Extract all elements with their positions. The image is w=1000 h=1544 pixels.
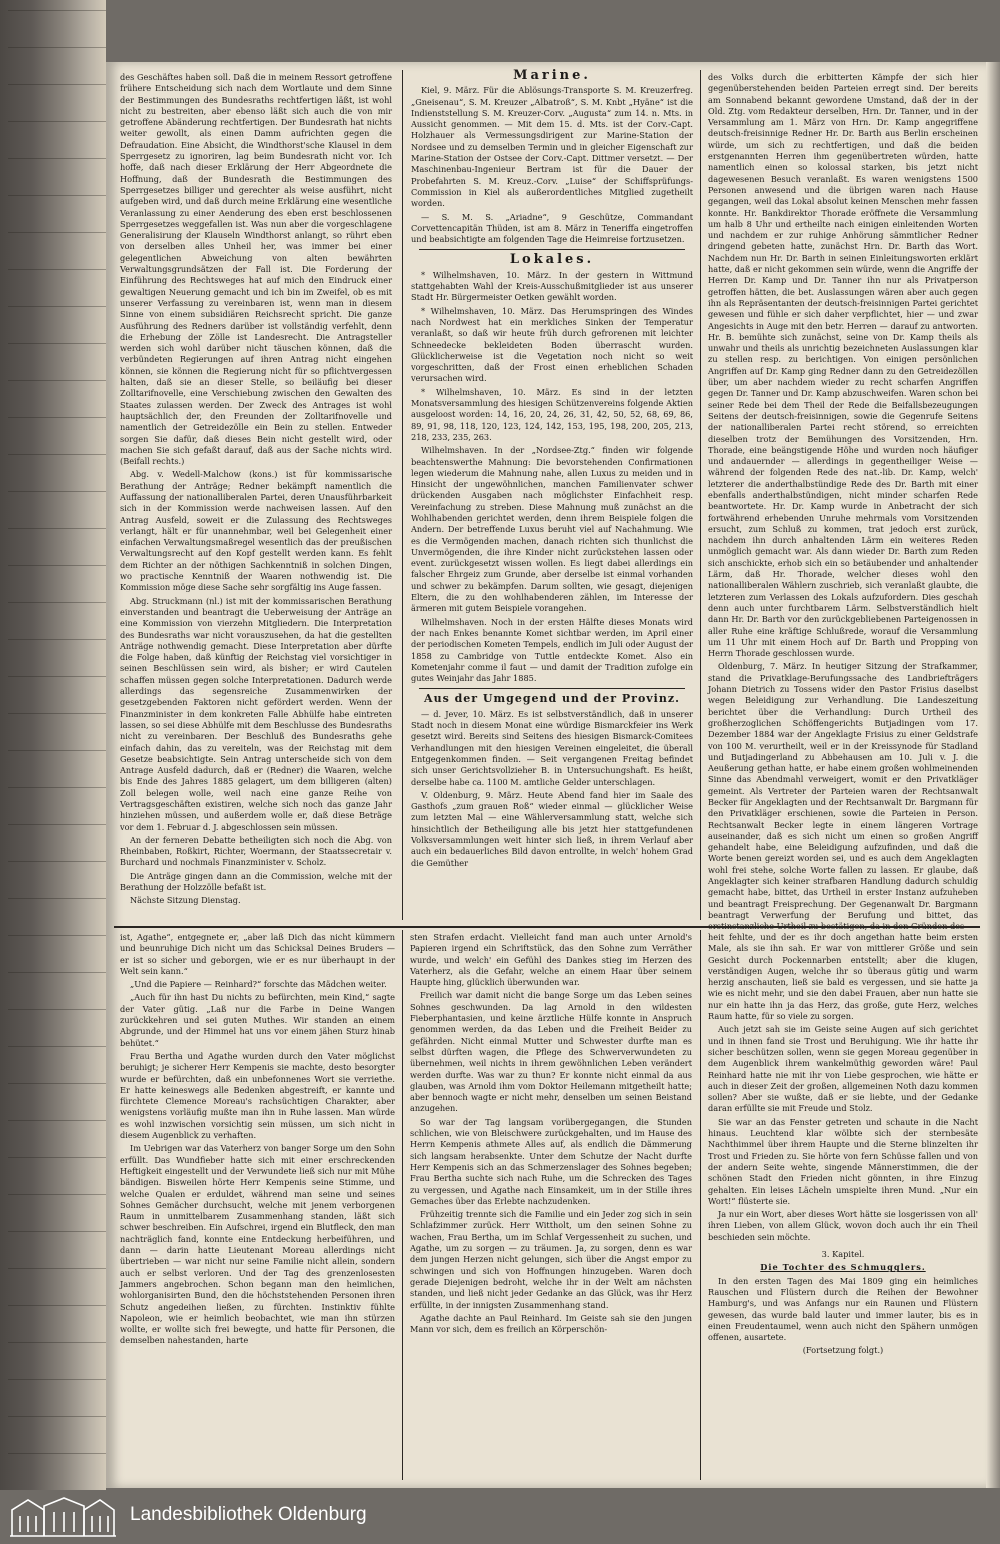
- lokales-article: Wilhelmshaven. Noch in der ersten Hälfte dieses Monats wird der nach Enkes benannte Komet sichtbar werden, im April einer der periodischen Kometen Tempels, endlich im Juli oder August der 1858 zu Cambridge von Tuttle entdeckte Komet. Also ein Kometenjahr comme il faut — und damit der Tradition zufolge ein gutes Weinjahr das Jahr 1885.: [411, 616, 693, 684]
- page-edge-line: [8, 713, 106, 714]
- umgegend-article: — d. Jever, 10. März. Es ist selbstverständlich, daß in unserer Stadt noch in diesem Monat eine würdige Bismarckfeier ins Werk gesetzt wird. Bereits sind Seitens des hiesigen Bismarck-Comitees Verhandlungen mit den hiesigen Vereinen eingeleitet, die überall Entgegenkommen finden. — Seit vergangenen Freitag befindet sich unser Gerichtsvollzieher B. in Untersuchungshaft. Es heißt, derselbe habe ca. 1100 M. amtliche Gelder unterschlagen.: [411, 708, 693, 787]
- library-name: Landesbibliothek Oldenburg: [130, 1504, 367, 1525]
- feuilleton-column-1: [120, 932, 395, 1477]
- newspaper-page: [106, 62, 986, 1488]
- feuilleton-paragraph: Agathe dachte an Paul Reinhard. Im Geiste sah sie den jungen Mann vor sich, dem es freilich an Körperschön-: [410, 1312, 692, 1335]
- feuilleton-paragraph: ist, Agathe“, entgegnete er, „aber laß Dich das nicht kümmern und beunruhige Dich nicht um das Schicksal Deines Bruders — er ist so sicher und geborgen, wie er es nur überhaupt in der Welt sein kann.“: [120, 932, 395, 976]
- marine-article: Kiel, 9. März. Für die Ablösungs-Transporte S. M. Kreuzerfreg. „Gneisenau“, S. M. Kreuzer „Albatroß“, S. M. Knbt „Hyäne“ ist die Indienststellung S. M. Kreuzer-Corv. „Augusta“ zum 14. n. Mts. in Aussicht genommen. — Mit dem 15. d. Mts. ist der Corv.-Capt. Holzhauer als Vermessungsdirigent zur Marine-Station der Nordsee und zu demselben Termin und in gleicher Eigenschaft zur Marine-Station der Ostsee der Corv.-Capt. Dittmer versetzt. — Der Maschinenbau-Ingenieur Bertram ist für die Dauer der Probefahrten S. M. Kreuz.-Corv. „Luise“ der Schiffsprüfungs-Commission in Kiel als außerordentliches Mitglied zugetheilt worden.: [411, 85, 693, 209]
- section-heading-lokales: Lokales.: [509, 252, 595, 268]
- library-building-icon: [8, 1496, 118, 1538]
- col1-paragraph: Nächste Sitzung Dienstag.: [130, 895, 241, 906]
- page-edge-line: [8, 1194, 106, 1195]
- page-edge-line: [8, 639, 106, 640]
- feuilleton-paragraph: In den ersten Tagen des Mai 1809 ging ein heimliches Rauschen und Flüstern durch die Reihen der Bewohner Hamburg's, und was Anfangs nur ein Raunen und Flüstern gewesen, das wurde bald lauter und immer lauter, bis es in einen Freudentaumel, wenn auch nicht den Spähern unmögen offenen, ausartete.: [708, 1275, 978, 1343]
- feuilleton-paragraph: sten Strafen erdacht. Vielleicht fand man auch unter Arnold's Papieren irgend ein Schriftstück, das den Sohne zum Verräther wurde, und welch' ein Gefühl des Dankes stieg im Herzen des Vaterherz, als die Gefahr, welche an einem Haar über seinem Haupte hing, glücklich überwunden war.: [410, 932, 692, 988]
- feuilleton-paragraph: Frühzeitig trennte sich die Familie und ein Jeder zog sich in sein Schlafzimmer zurück. Herr Wittholt, um den seinen Sohne zu wachen, Frau Bertha, um im Schlaf Vergessenheit zu suchen, und Agathe, um zu sorgen — zu träumen. Ja, zu sorgen, denn es war dem jungen Herzen nicht gelungen, sich über die Angst empor zu schwingen und sich von Hoffnungen hinzugeben. Waren doch gerade Diejenigen bedroht, welche ihr in der Welt am nächsten standen, und ließ nicht jeder Gedanke an das Glück, was ihr Herz erfüllte, in der innigsten Zusammenhang stand.: [410, 1209, 692, 1310]
- page-edge-line: [8, 1083, 106, 1084]
- lokales-article: * Wilhelmshaven, 10. März. In der gestern in Wittmund stattgehabten Wahl der Kreis-Ausschußmitglieder ist aus unserer Stadt Hr. Bürgermeister Oetken gewählt worden.: [411, 269, 693, 303]
- continued-note: (Fortsetzung folgt.): [802, 1345, 884, 1356]
- feuilleton-paragraph: „Auch für ihn hast Du nichts zu befürchten, mein Kind,“ sagte der Vater gütig. „Laß nur die Farbe in Deine Wangen zurückkehren und sei guten Muthes. Wir standen an einem Abgrunde, und der Himmel hat uns vor einem jähen Sturz hinab behütet.“: [120, 992, 395, 1048]
- feuilleton-paragraph: Auch jetzt sah sie im Geiste seine Augen auf sich gerichtet und in ihnen fand sie Trost und Beruhigung. Wie ihr hatte ihr sicher beschützen sollen, wenn sie gegen Moreau gegenüber in dem Augenblick ihrem wankelmüthig geworden wäre! Paul Reinhard hatte nie mit ihr von Liebe gesprochen, wie hätte er auch in dieser Zeit der großen, allgemeinen Noth dazu kommen sollen? Aber sie wußte, daß er sie liebte, und der Gedanke daran erfüllte sie mit Freude und Stolz.: [708, 1024, 978, 1114]
- page-edge-line: [8, 158, 106, 159]
- marine-article: — S. M. S. „Ariadne“, 9 Geschütze, Commandant Corvettencapitän Thüden, ist am 8. März in Teneriffa eingetroffen und beabsichtigte am folgenden Tage die Heimreise fortzusetzen.: [411, 211, 693, 245]
- column-divider: [700, 70, 701, 920]
- page-edge-line: [8, 84, 106, 85]
- column-2: [411, 68, 693, 920]
- feuilleton-paragraph: Ja nur ein Wort, aber dieses Wort hätte sie losgerissen von all' ihren Lieben, von allem Glück, wovon doch auch ihr ein Theil beschieden sein möchte.: [708, 1209, 978, 1242]
- column-1: [120, 72, 392, 917]
- book-page-edges: [0, 0, 106, 1490]
- page-edge-line: [8, 750, 106, 751]
- lokales-article: * Wilhelmshaven, 10. März. Es sind in der letzten Monatsversammlung des hiesigen Schützenvereins folgende Aktien ausgeloost worden: 14, 16, 20, 24, 26, 31, 42, 50, 52, 68, 69, 86, 89, 91, 98, 118, 120, 123, 124, 142, 153, 195, 198, 200, 205, 213, 218, 233, 235, 263.: [411, 386, 693, 442]
- section-rule: [419, 249, 685, 250]
- page-edge-line: [8, 343, 106, 344]
- page-edge-shadow: [986, 62, 1000, 1488]
- feuilleton-paragraph: Im Uebrigen war das Vaterherz von banger Sorge um den Sohn erfüllt. Das Wundfieber hatte sich mit einer erschreckenden Heftigkeit eingestellt und der Verwundete ließ sich nur mit Mühe bändigen. Bisweilen hörte Herr Kempenis seine Stimme, und welche Qualen er erduldet, während man seine und seines Sohnes Gemächer durchsucht, welche mit jenem verborgenen Raum in unmittelbarem Zusammenhang standen, läßt sich schwer beschreiben. Ein Aufschrei, irgend ein Blutfleck, den man nachträglich fand, konnte eine Entdeckung herbeiführen, und dann — darin hatte Lieutenant Moreau allerdings nicht übertrieben — war nicht nur seine Familie nicht allein, sondern auch er selbst verloren. Und der Tag des grenzenlosesten Jammers angebrochen. Schon begann man den heimlichen, wohlorganisirten Bund, den die höchststehenden Personen ihren Schutz angedeihen ließen, zu fürchten. Instinktiv fühlte Napoleon, wie er heimlich beobachtet, wie man ihn stürzen wollte, er wollte sich frei bewegte, und hatte für Personen, die demselben nahestanden, harte: [120, 1143, 395, 1346]
- page-edge-line: [8, 10, 106, 11]
- page-edge-line: [8, 787, 106, 788]
- column-3: [708, 72, 978, 920]
- column-divider: [402, 70, 403, 920]
- page-edge-line: [8, 898, 106, 899]
- col1-paragraph: An der ferneren Debatte betheiligten sich noch die Abg. von Rheinbaben, Roßkirt, Richter, Woermann, der Staatssecretair v. Burchard und nochmals Finanzminister v. Scholz.: [120, 834, 392, 868]
- page-edge-line: [8, 121, 106, 122]
- chapter-title: Die Tochter des Schmugglers.: [760, 1262, 926, 1273]
- page-edge-line: [8, 491, 106, 492]
- page-edge-line: [8, 1453, 106, 1454]
- feuilleton-paragraph: Sie war an das Fenster getreten und schaute in die Nacht hinaus. Leuchtend klar wölbte sich der sternbesäte Nachthimmel über ihrem Haupte und die Sterne blinzelten ihr Trost und Frieden zu. Sie hörte von fern Schüsse fallen und von der andern Seite wehte, singende Männerstimmen, die der schönen Stadt den Frieden nicht gönnten, in ihre Einzug gehalten. Ein leises Lächeln umspielte ihren Mund. „Nur ein Wort!“ flüsterte sie.: [708, 1116, 978, 1206]
- page-edge-line: [8, 676, 106, 677]
- column-divider: [700, 930, 701, 1480]
- page-edge-line: [8, 1046, 106, 1047]
- feuilleton-paragraph: „Und die Papiere — Reinhard?“ forschte das Mädchen weiter.: [130, 979, 387, 990]
- umgegend-article: V. Oldenburg, 9. März. Heute Abend fand hier im Saale des Gasthofs „zum grauen Roß“ wieder einmal — glücklicher Weise zum letzten Mal — eine Wählerversammlung statt, welche sich hinsichtlich der Betheiligung alle bis jetzt hier stattgefundenen Volksversammlungen weit hinter sich ließ, in ihrem Verlauf aber auch ein bedauerliches Bild davon entrollte, in welch' hohem Grad die Gemüther: [411, 789, 693, 868]
- page-edge-line: [8, 195, 106, 196]
- page-edge-line: [8, 417, 106, 418]
- page-edge-line: [8, 824, 106, 825]
- page-edge-line: [8, 1120, 106, 1121]
- page-edge-line: [8, 1268, 106, 1269]
- chapter-number: 3. Kapitel.: [821, 1249, 865, 1260]
- col3-paragraph: des Volks durch die erbitterten Kämpfe der sich hier gegenüberstehenden beiden Parteien erregt sind. Der bereits am Sonnabend bekannt gewordene Umstand, daß der in der Old. Ztg. vom Redakteur derselben, Hrn. Dr. Tanner, und in der Versammlung am 1. März von Hrn. Dr. Kamp angegriffene deutsch-freisinnige Redner Hr. Dr. Barth aus Berlin erscheinen würde, um sich zu rechtfertigen, und daß die beiden erstgenannten Herren ihm gegenübertreten würden, hatte namentlich einen so kolossal starken, bis jetzt nicht dagewesenen Besuch veranlaßt. Es waren wenigstens 1500 Personen anwesend und die übrigen waren nach Hause gegangen, weil das Lokal absolut keinen Menschen mehr fassen konnte. Hr. Bankdirektor Thorade eröffnete die Versammlung um halb 8 Uhr und ertheilte nach einigen einleitenden Worten und nachdem er zur ruhige Anhörung sämmtlicher Redner dringend gebeten hatte, zunächst Hrn. Dr. Barth das Wort. Nachdem nun Hr. Dr. Barth in seinen Einleitungsworten erklärt hatte, daß er nicht gekommen sein würde, wenn die Angriffe der Herren Dr. Kamp und Dr. Tanner ihn nur als Privatperson getroffen hätten, die bet. Auslassungen wären aber auch gegen ihn als Repräsentanten der deutsch-freisinnigen Partei gerichtet gewesen und fühle er sich daher verpflichtet, hier — und zwar Angesichts in Auge mit den betr. Herren — darauf zu antworten. Hr. B. bemühte sich zunächst, seine von Dr. Kamp theils als unwahr und theils als unrichtig bezeichneten Auslassungen klar zu stellen resp. zu berichtigen. Von einigen persönlichen Angriffen auf Dr. Kamp ging Redner dann zu den Getreidezöllen über, um aber nachdem wieder zu recht scharfen Angriffen gegen Dr. Tanner und Dr. Kamp abzuschweifen. Waren schon bei seiner Rede bei dem Theil der Rede die Beifallsbezeugungen Seitens der deutsch-freisinnigen, sowie die Gegenrufe Seitens der nationalliberalen Partei recht störend, so erreichten dieselben trotz der Bemühungen des Vorsitzenden, Hrn. Thorade, eine beängstigende Höhe und wurden noch häufiger und andauernder — allerdings in gegentheiliger Weise — während der folgenden Rede des nat.-lib. Dr. Kamp, welch' letzterer die anderthalbstündige Rede des Dr. Barth mit einer ebenfalls anderthalbstündigen, nicht minder scharfen Rede beantwortete. Hr. Dr. Kamp wurde in Anbetracht der sich fortwährend erhebenden Unruhe mehrmals vom Vorsitzenden ersucht, zum Schluß zu kommen, trat jedoch erst zurück, nachdem ihn durch anhaltenden Lärm ein weiteres Reden unmöglich gemacht war. Als dann wieder Dr. Barth zum Reden sich anschickte, erhob sich ein so betäubender und anhaltender Lärm, daß Hr. Thorade, welcher dieses wohl den nationalliberalen Wählern zuschrieb, sich veranlaßt glaubte, die letzteren zum Verlassen des Lokals aufzufordern. Dies geschah denn auch unter furchtbarem Lärm. Selbstverständlich hielt dann Hr. Dr. Barth vor den zurückgebliebenen Parteigenossen in aller Ruhe eine kräftige Schlußrede, worauf die Versammlung um 11 Uhr mit einem Hoch auf Dr. Barth und Propping von Herrn Thorade geschlossen wurde.: [708, 72, 978, 659]
- feuilleton-paragraph: heit fehlte, und der es ihr doch angethan hatte beim ersten Male, als sie ihn sah. Er war von mittlerer Größe und sein Gesicht durch Pockennarben entstellt; aber die klugen, verständigen Augen, welche ihr so überaus gütig und warm herzig anschauten, ließ sie bald es vergessen, und sie hatte ja wie es nicht mehr, und sie den dabei Frauen, aber nun hatte sie nur ein hatte ihn ja das Herz, das große, gute Herz, welches Raum hatte, für so viele zu sorgen.: [708, 932, 978, 1022]
- page-edge-line: [8, 1009, 106, 1010]
- footer-bar: [0, 1490, 1000, 1544]
- lokales-article: * Wilhelmshaven, 10. März. Das Herumspringen des Windes nach Nordwest hat ein merkliches Sinken der Temperatur veranlaßt, so daß wir heute früh durch gefrorenen mit leichter Schneedecke bekleideten Boden überrascht wurden. Glücklicherweise ist die Vegetation noch nicht so weit vorgeschritten, daß der Frost einen erheblichen Schaden verursachen wird.: [411, 305, 693, 384]
- page-edge-line: [8, 1231, 106, 1232]
- col1-paragraph: Abg. v. Wedell-Malchow (kons.) ist für kommissarische Berathung der Anträge; Redner bekämpft namentlich die Auffassung der nationalliberalen Partei, deren Unausführbarkeit sich in der Kommission werde nachweisen lassen. Auf den Antrag Ausfeld, soweit er die Zulassung des Rechtsweges verlangt, hält er für unannehmbar, weil bei Gelegenheit einer einfachen Verwaltungsmaßregel wesentlich das der preußischen Verwaltungsrecht auf den Kopf gestellt werden kann. Es fehlt dem Richter an der nöthigen Sachkenntniß in solchen Dingen, wo practische Kenntniß der Waaren nothwendig ist. Die Kommission möge diese Sache sehr sorgfältig ins Auge fassen.: [120, 469, 392, 593]
- page-edge-line: [8, 1416, 106, 1417]
- page-edge-line: [8, 565, 106, 566]
- page-edge-line: [8, 935, 106, 936]
- page-edge-line: [8, 47, 106, 48]
- page-edge-line: [8, 306, 106, 307]
- lokales-article: Wilhelmshaven. In der „Nordsee-Ztg.“ finden wir folgende beachtenswerthe Mahnung: Die bevorstehenden Confirmationen legen wiederum die Mahnung nahe, allen Luxus zu meiden und in Hinsicht der ungewöhnlichen, manchen Familienvater schwer drückenden Ausgaben nach möglichster Einfachheit resp. Vereinfachung zu streben. Diese Mahnung muß zunächst an die Wohlhabenden gerichtet werden, denn ihrem Beispiele folgen die Andern. Der betreffende Luxus beruht viel auf Nachahmung. Wie es die Vermögenden machen, danach richten sich thunlichst die Unvermögenden, die ihre Kinder nicht zurückstehen lassen oder event. zurückgesetzt wissen wollen. Es liegt dabei allerdings ein falscher Ehrgeiz zum Grunde, aber derselbe ist einmal vorhanden und schwer zu bekämpfen. Darum sollten, wie gesagt, diejenigen Eltern, die zu den wohlhabenderen zählen, im Interesse der ärmeren mit gutem Beispiele vorangehen.: [411, 445, 693, 614]
- col1-paragraph: Die Anträge gingen dann an die Commission, welche mit der Berathung der Holzzölle befaßt ist.: [120, 870, 392, 893]
- page-edge-line: [8, 972, 106, 973]
- page-edge-line: [8, 232, 106, 233]
- feuilleton-column-2: [410, 932, 692, 1477]
- feuilleton-paragraph: So war der Tag langsam vorübergegangen, die Stunden schlichen, wie von Bleischwere zurückgehalten, und im Hause des Herrn Kempenis athmete Alles auf, als endlich die Dämmerung sich langsam herabsenkte. Unter dem Schutze der Nacht durfte Herr Kempenis sich an das Schmerzenslager des Sohnes begeben; Frau Bertha suchte sich nach Ruhe, um die Schrecken des Tages zu vergessen, und Agathe nach Einsamkeit, um in der Stille ihres Gemaches über das Erlebte nachzudenken.: [410, 1116, 692, 1206]
- feuilleton-divider: [114, 926, 980, 928]
- page-edge-line: [8, 1305, 106, 1306]
- page-edge-line: [8, 1157, 106, 1158]
- page-edge-line: [8, 602, 106, 603]
- page-edge-line: [8, 454, 106, 455]
- col1-paragraph: Abg. Struckmann (nl.) ist mit der kommissarischen Berathung einverstanden und beantragt die Ueberweisung der Anträge an eine Kommission von vierzehn Mitgliedern. Die Interpretation des Bundesraths war nicht vorauszusehen, da hat die gestellten Anträge nothwendig gemacht. Diese Interpretation aber dürfte die Folge haben, daß künftig der Reichstag viel vorsichtiger in seinen Beschlüssen sein wird, als bisher; er wird Cautelen schaffen müssen gegen solche Interpretationen. Dadurch werde allerdings das segensreiche Zusammenwirken der gesetzgebenden Faktoren nicht gefördert werden. Wenn der Finanzminister in dem konkreten Falle Abhülfe habe eintreten lassen, so sei diese Abhülfe mit dem Beschlusse des Bundesraths nicht zu vereinbaren. Der Beschluß des Bundesraths gehe einfach dahin, das zu vereiteln, was der Reichstag mit dem Gesetze beabsichtigte. Sein Antrag unterscheide sich von dem Antrage Ausfeld dadurch, daß er (Redner) die Waaren, welche bis Ende des Jahres 1885 gelagert, um dem billigeren (alten) Zoll belegen wolle, weil nach eine ganze Reihe von Vertragsgeschäften existiren, welche sich noch das ganze Jahr hinziehen müssen, und außerdem wolle er, daß diese Beträge vor dem 1. Februar d. J. abgeschlossen sein müssen.: [120, 595, 392, 832]
- feuilleton-column-3: [708, 932, 978, 1477]
- page-edge-line: [8, 269, 106, 270]
- section-heading-marine: Marine.: [513, 68, 591, 83]
- col1-paragraph: des Geschäftes haben soll. Daß die in meinem Ressort getroffene frühere Entscheidung sich nach dem Wortlaute und dem Sinne der Bestimmungen des Bundesraths rechtfertigen läßt, ist wohl nicht zu bestreiten, aber ebenso läßt sich auch die von mir getroffene Abänderung rechtfertigen. Der Bundesrath hat nichts weiter gewollt, als einen Damm aufrichten gegen die Defraudation. Eine Absicht, die Windthorst'sche Klausel in dem Sperrgesetz zu ignoriren, lag beim Bundesrath nicht vor. Ich hoffe, daß nach dieser Erklärung der Herr Abgeordnete die Hoffnung, daß der Bundesrath die Bestimmungen des Sperrgesetzes billiger und gerechter als weise ausführt, nicht aufgeben wird, und daß durch meine Erklärung eine wesentliche Veranlassung zu einer Aenderung des eben erst beschlossenen Sperrgesetzes weggefallen ist. Was nun aber die vorgeschlagene Generalisirung der Klauseln Windthorst anlangt, so rührt eben von derselben alles Unheil her, was immer bei einer gelegentlichen Abweichung von alten bewährten Verwaltungsgrundsätzen der Fall ist. Die Forderung der Einführung des Rechtsweges hat auf mich den Eindruck einer gewaltigen Neuerung gemacht und ich bin im Zweifel, ob es mit unserer Verfassung zu vereinbaren ist, wenn man in diesem Sinne von einem subsidiären Reichsrecht spricht. Die ganze Ausführung des Redners darüber ist vollständig verfehlt, denn die Erhebung der Zölle ist Landesrecht. Die Antragsteller werden sich wohl darüber nicht täuschen können, daß die verbündeten Regierungen auf ihren Antrag nicht eingehen können, sie können die Regierung nicht für so pflichtvergessen halten, daß sie an dieser Stelle, so beiläufig bei dieser Zolltarifnovelle, eine Verschiebung zwischen den Gewalten des Staates zulassen werden. Der Zweck des Antrages ist wohl hauptsächlich der, den Freunden der Zolltarifnovelle und namentlich der Getreidezölle ein Bein zu stellen. Entweder sorgen Sie dafür, daß dieses Bein nicht gestellt wird, oder machen Sie sich gefaßt darauf, daß aus der Sache nichts wird. (Beifall rechts.): [120, 72, 392, 467]
- page-edge-line: [8, 861, 106, 862]
- page-edge-line: [8, 380, 106, 381]
- col3-paragraph: Oldenburg, 7. März. In heutiger Sitzung der Strafkammer, stand die Privatklage-Berufungssache des Landbriefträgers Johann Dietrich zu Tossens wider den Pastor Frisius daselbst wegen Beleidigung zur Verhandlung. Die Landeszeitung berichtet über die Verhandlung: Durch Urtheil des großherzoglichen Schöffengerichts Butjadingen vom 17. Dezember 1884 war der Angeklagte Frisius zu einer Geldstrafe von 100 M. verurtheilt, weil er in der Kreissynode für Stadland und Butjadingerland zu Abbehausen am 10. Juli v. J. die Aeußerung gethan hatte, er habe einem großen wohlmeinenden Sinne das Abendmahl verweigert, womit er den Privatkläger gemeint. Als Vertreter der Parteien waren der Rechtsanwalt Becker für Angeklagten und der Rechtsanwalt Dr. Bargmann für den Privatkläger erschienen, sowie die Parteien in Person. Rechtsanwalt Becker legte in einem längeren Vortrage auseinander, daß es sich nicht um einen so großen Angriff gehandelt habe, eine Beleidigung aufzufinden, und daß die Worte benen gereizt worden sei, und es auch dem Angeklagten wohl frei stehe, solche Worte fallen zu lassen. Er glaube, daß Angeklagter sich keiner strafbaren Handlung dadurch schuldig gemacht habe, bittet, das Urtheil in erster Instanz aufzuheben und beantragt Freisprechung. Der Gegenanwalt Dr. Bargmann beantragt Verwerfung der Berufung und bittet, das: [708, 661, 978, 920]
- column-divider: [402, 930, 403, 1480]
- page-edge-line: [8, 1379, 106, 1380]
- feuilleton-paragraph: Freilich war damit nicht die bange Sorge um das Leben seines Sohnes geschwunden. Da lag Arnold in den wildesten Fieberphantasien, und keine ärztliche Hülfe konnte in Anspruch genommen werden, da das Leben und die Freiheit Beider zu gefährden. Nicht einmal Mutter und Schwester durfte man es selbst dürften wagen, die Pflege des Schwerverwundeten zu übernehmen, weil nichts in ihrem gewöhnlichen Leben verändert werden durfte. Was war zu thun? Er konnte nicht einmal da aus glauben, was Arnold ihm vom Doktor Heilemann mitgetheilt hatte; aber bennoch wagte er nicht mehr, denselben um seinen Beistand anzugehen.: [410, 990, 692, 1114]
- section-rule: [419, 688, 685, 689]
- page-edge-line: [8, 1342, 106, 1343]
- section-heading-umgegend: Aus der Umgegend und der Provinz.: [424, 692, 680, 706]
- feuilleton-paragraph: Frau Bertha und Agathe wurden durch den Vater möglichst beruhigt; je sicherer Herr Kempenis sie machte, desto besorgter wurde er befürchten, daß ein unbefonnenes Wort sie verriethe. Er hatte keineswegs alle Bedenken abgestreift, er kannte und fürchtete Clemence Moreau's rachsüchtigen Charakter, aber wenigstens vorläufig mußte man ihn in Ruhe lassen. Man würde es wohl inzwischen vorsichtig sein müssen, um sich nicht in diesem Augenblick zu verhaften.: [120, 1050, 395, 1141]
- page-edge-line: [8, 528, 106, 529]
